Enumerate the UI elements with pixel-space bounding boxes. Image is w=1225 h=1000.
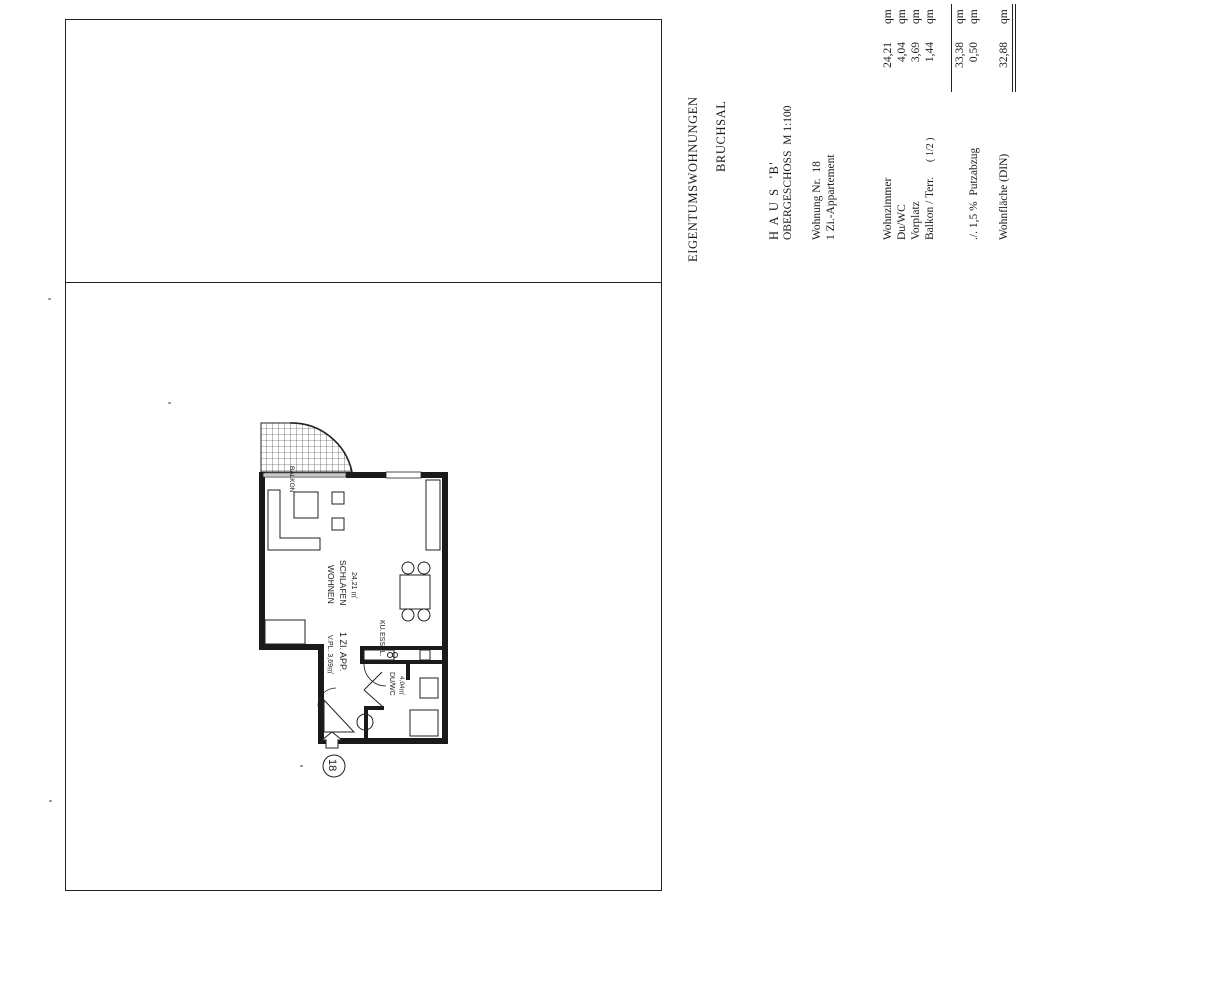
total-label: Wohnfläche (DIN) (998, 153, 1010, 240)
scan-speck (168, 402, 171, 404)
sofa (268, 490, 344, 550)
floor-scale: OBERGESCHOSS M 1:100 (782, 105, 794, 240)
window (263, 472, 421, 478)
scan-speck (48, 298, 51, 300)
project-title: EIGENTUMSWOHNUNGEN (686, 96, 700, 262)
label-bath-area: 4,04㎡ (398, 676, 405, 696)
scan-speck (49, 800, 52, 802)
project-city: BRUCHSAL (714, 100, 728, 172)
label-wohnen: WOHNEN (326, 565, 336, 604)
total-value: 32,88 (998, 42, 1010, 68)
area-value-wohnzimmer: 24,21 (882, 42, 894, 68)
area-label-vorplatz: Vorplatz (910, 201, 922, 240)
deduction-label: ./. 1,5 % Putzabzug (968, 147, 980, 240)
header-divider (65, 282, 662, 283)
subtotal-rule (951, 4, 952, 92)
label-kitchen: KU. (378, 620, 385, 632)
header-block (665, 0, 1225, 262)
unit-number-badge (323, 755, 345, 777)
kitchen (364, 650, 430, 660)
unit-number-label: 18 (326, 759, 338, 772)
label-vorplatz: V.PL. 3,69㎡ (326, 635, 333, 675)
balcony (261, 423, 352, 472)
area-value-balkon: 1,44 (924, 42, 936, 63)
bathroom (357, 672, 438, 736)
area-unit: qm (910, 9, 922, 24)
unit-type: 1 Zi.-Appartement (825, 154, 837, 240)
area-value-vorplatz: 3,69 (910, 42, 922, 63)
floor-plan-drawing (230, 410, 470, 790)
label-balkon: BALKON (288, 466, 295, 493)
area-unit: qm (882, 9, 894, 24)
area-unit: qm (954, 9, 966, 24)
label-essen: ESSPL. (378, 632, 385, 657)
dining-table (400, 562, 430, 621)
scan-speck (300, 765, 303, 767)
house-label: H A U S 'B' (767, 160, 781, 240)
cabinet (265, 480, 440, 644)
label-wohnen-area: 24,21 ㎡ (350, 572, 357, 599)
area-label-balkon: Balkon / Terr. (924, 176, 936, 240)
label-schlafen: SCHLAFEN (338, 560, 348, 606)
area-label-duwc: Du/WC (896, 204, 908, 240)
total-double-rule (1015, 4, 1016, 92)
area-unit: qm (924, 9, 936, 24)
floor-plan (230, 410, 470, 790)
deduction-value: 0,50 (968, 42, 980, 63)
unit-number: Wohnung Nr. 18 (811, 161, 823, 240)
label-apartment: 1 ZI. APP. (338, 632, 348, 672)
area-unit: qm (968, 9, 980, 24)
exterior-walls (259, 472, 448, 744)
total-rule (1012, 4, 1013, 92)
area-label-wohnzimmer: Wohnzimmer (882, 177, 894, 240)
subtotal-value: 33,38 (954, 42, 966, 68)
label-bath: DU/WC (388, 672, 395, 696)
area-unit: qm (998, 9, 1010, 24)
area-value-duwc: 4,04 (896, 42, 908, 63)
area-unit: qm (896, 9, 908, 24)
area-note-balkon: ( 1/2 ) (925, 137, 936, 162)
